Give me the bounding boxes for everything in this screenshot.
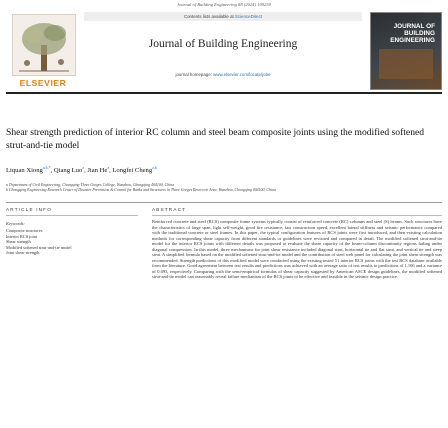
keyword-item: Composite structures bbox=[6, 228, 43, 233]
homepage-link[interactable]: www.elsevier.com/locate/jobe bbox=[213, 72, 271, 77]
author-affiliation-mark[interactable]: a bbox=[107, 165, 110, 170]
keyword-item: Interior RCS joint bbox=[6, 233, 38, 239]
author-list: Liquan Xiong$^{a,b,*}$, Qiang Luo$^a$, Jian He$^a$, Longfei Cheng$^{a,b}$ bbox=[6, 165, 157, 175]
contents-prefix: Contents lists available at bbox=[183, 14, 235, 19]
article-info-divider bbox=[6, 215, 138, 216]
keywords-label: Keywords: bbox=[6, 221, 25, 226]
elsevier-logo[interactable] bbox=[6, 12, 80, 88]
section-divider bbox=[6, 202, 442, 203]
masthead-divider bbox=[6, 92, 442, 94]
author-name[interactable]: Longfei Cheng bbox=[112, 167, 153, 175]
article-title: Shear strength prediction of interior RC column and steel beam composite joints using the modified softened strut-and-tie model bbox=[6, 127, 425, 151]
journal-homepage bbox=[84, 72, 362, 77]
author-name[interactable]: Qiang Luo bbox=[53, 167, 83, 175]
journal-reference: Journal of Building Engineering 88 (2024) 109250 bbox=[177, 2, 271, 7]
sciencedirect-link[interactable]: ScienceDirect bbox=[234, 14, 263, 19]
publisher-name: ELSEVIER bbox=[19, 78, 67, 88]
journal-title[interactable]: Journal of Building Engineering bbox=[148, 38, 298, 50]
keyword-item: Joint shear strength bbox=[6, 250, 40, 256]
cover-title: JOURNAL OF BUILDING ENGINEERING bbox=[390, 23, 435, 45]
affiliation-line: a Department of Civil Engineering, Chongqing Three Gorges College, Wanzhou, Chongqing 404100, China bbox=[6, 183, 175, 187]
author-affiliation-mark[interactable]: a,b bbox=[152, 165, 157, 170]
author-affiliation-mark[interactable]: a,b,* bbox=[42, 165, 51, 170]
keywords-list bbox=[6, 228, 136, 256]
article-info-heading: ARTICLE INFO bbox=[6, 207, 52, 212]
keyword-item: Shear strength bbox=[6, 239, 31, 245]
abstract-text: Reinforced concrete and steel (RCS) composite frame systems typically consist of reinforced concrete (RC) columns and steel (S) beams. Such structures have the characteristics of large span, light self-weight, good fire resistance, fast construction speed, excellent lateral stiffness and seismic performance compared with the traditional concrete or steel frames. In this paper, the typical configuration features of RCS joints were first introduced, and then existing calculation methods for corresponding shear capacity from different standards or guidelines were revisited and compared in detail. The modified softened strut-and-tie model for the interior RCS joints with different details was proposed to evaluate the shear capacity of the beam-column discontinuity regions failing under diagonal compression. In this model, three mechanisms for joint shear resistance included diagonal strut, horizontal tie and flat strut, and vertical tie and steep strut. A simplified formula based on the modified softened strut-and-tie model and the contribution of steel web panel for calculating the joint shear strength was recommended. Strength predictions of this modified model were conducted using the existing tested 51 interior RCS joints with the test RCS database available from the literature. Good agreement between test results and predictions was achieved with an average ratio of test results to predictions of 1.106 and a variance of 0.093, respectively. Comparing with the semi-empirical formulas of shear capacity suggested by American ASCE design guidelines, the modified softened strut-and-tie model can reasonably reveal failure mechanism of the RCS joints to be effective and feasible in the seismic design practice. bbox=[152, 219, 442, 279]
author-name[interactable]: Jian He bbox=[87, 167, 108, 175]
journal-info-box bbox=[84, 12, 362, 88]
journal-cover-image[interactable] bbox=[370, 12, 442, 90]
keyword-item: Modified softened strut-and-tie model bbox=[6, 244, 72, 250]
homepage-label: journal homepage: bbox=[175, 72, 214, 77]
abstract-divider bbox=[152, 215, 442, 216]
author-name[interactable]: Liquan Xiong bbox=[6, 167, 43, 175]
author-affiliation-mark[interactable]: a bbox=[82, 165, 85, 170]
contents-line bbox=[84, 12, 362, 21]
affiliation-line: b Chongqing Engineering Research Center of Disaster Prevention & Control for Banks and Structures in Three Gorges Reservoir Area, Wanzhou, Chongqing 404100, China bbox=[6, 188, 276, 192]
masthead bbox=[6, 12, 442, 92]
abstract-heading: ABSTRACT bbox=[152, 207, 187, 212]
affiliations bbox=[6, 183, 436, 193]
cover-building-graphic bbox=[379, 49, 433, 79]
elsevier-tree-icon bbox=[12, 14, 76, 76]
